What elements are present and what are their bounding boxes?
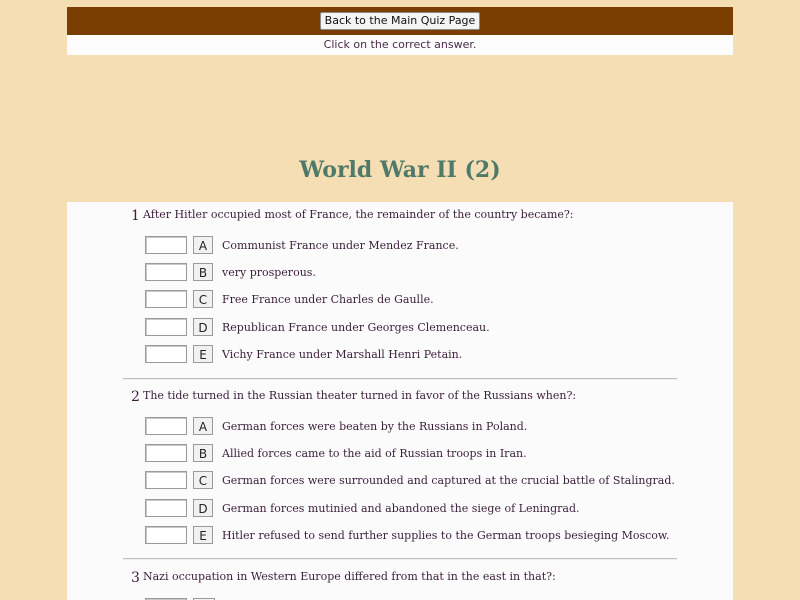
top-nav-bar (67, 7, 733, 35)
answer-option-a (145, 417, 705, 437)
answer-text: German forces were beaten by the Russians in Poland. (222, 420, 528, 433)
answer-text: Allied forces came to the aid of Russian troops in Iran. (222, 447, 527, 460)
answer-field[interactable] (145, 417, 187, 435)
answer-option-e (145, 526, 705, 546)
question-text: Nazi occupation in Western Europe differed from that in the east in that?: (143, 570, 556, 583)
page-title: World War II (2) (299, 157, 501, 183)
answer-option-b (145, 263, 705, 283)
answer-text: Communist France under Mendez France. (222, 239, 459, 252)
answer-text: Hitler refused to send further supplies to the German troops besieging Moscow. (222, 529, 670, 542)
answer-field[interactable] (145, 471, 187, 489)
answer-field[interactable] (145, 263, 187, 281)
answer-field[interactable] (145, 345, 187, 363)
question-text: After Hitler occupied most of France, the remainder of the country became?: (143, 208, 574, 221)
answer-a-button[interactable]: A (193, 236, 213, 254)
instructions-text: Click on the correct answer. (67, 35, 733, 55)
answer-option-a (145, 236, 705, 256)
answer-text: very prosperous. (222, 266, 316, 279)
answer-text: Republican France under Georges Clemenceau. (222, 321, 490, 334)
answer-option-b (145, 444, 705, 464)
answer-field[interactable] (145, 236, 187, 254)
answer-option-d (145, 499, 705, 519)
answer-d-button[interactable]: D (193, 318, 213, 336)
question-text: The tide turned in the Russian theater turned in favor of the Russians when?: (143, 389, 577, 402)
answer-option-e (145, 345, 705, 365)
answer-field[interactable] (145, 499, 187, 517)
answer-field[interactable] (145, 290, 187, 308)
answer-field[interactable] (145, 526, 187, 544)
answer-a-button[interactable]: A (193, 417, 213, 435)
answer-field[interactable] (145, 444, 187, 462)
answer-b-button[interactable]: B (193, 444, 213, 462)
answer-option-c (145, 471, 705, 491)
answer-field[interactable] (145, 318, 187, 336)
answer-text: Vichy France under Marshall Henri Petain. (222, 348, 463, 361)
question-divider (123, 558, 677, 560)
answer-d-button[interactable]: D (193, 499, 213, 517)
question-divider (123, 378, 677, 380)
answer-e-button[interactable]: E (193, 526, 213, 544)
quiz-panel (67, 202, 733, 600)
answer-text: German forces mutinied and abandoned the siege of Leningrad. (222, 502, 580, 515)
answer-c-button[interactable]: C (193, 290, 213, 308)
question-number: 1 (131, 208, 140, 224)
answer-option-d (145, 318, 705, 338)
answer-text: Free France under Charles de Gaulle. (222, 293, 434, 306)
answer-option-c (145, 290, 705, 310)
answer-c-button[interactable]: C (193, 471, 213, 489)
answer-b-button[interactable]: B (193, 263, 213, 281)
answer-text: German forces were surrounded and captured at the crucial battle of Stalingrad. (222, 474, 675, 487)
answer-e-button[interactable]: E (193, 345, 213, 363)
question-number: 3 (131, 570, 140, 586)
back-to-main-quiz-button[interactable]: Back to the Main Quiz Page (320, 12, 481, 30)
question-number: 2 (131, 389, 140, 405)
